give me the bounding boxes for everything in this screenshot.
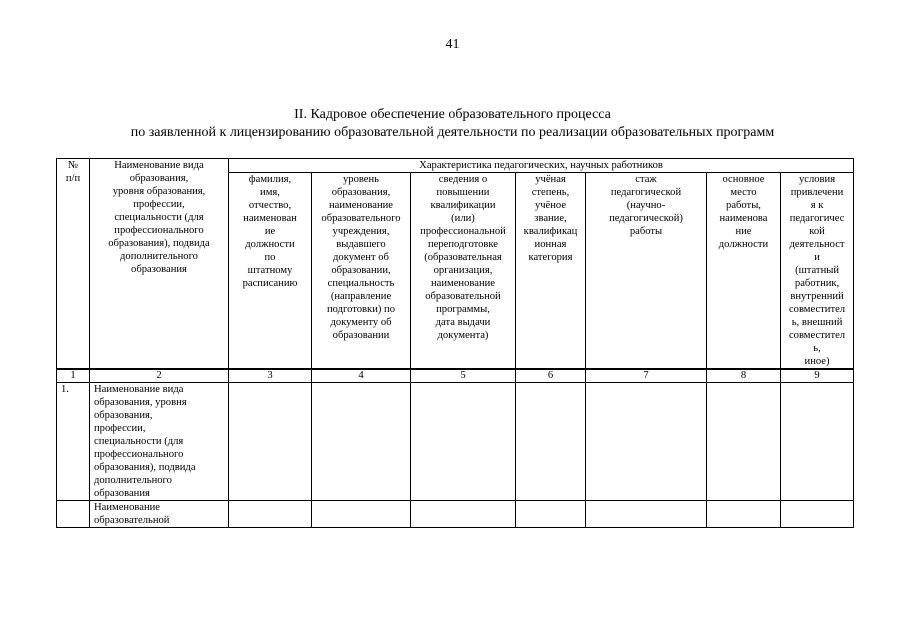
empty-cell [707,383,781,501]
empty-cell [586,501,707,528]
empty-cell [516,383,586,501]
staffing-table [56,158,854,528]
header-education-level: уровень образования, наименование образовательного учреждения, выдавшего документ об образовании, специальность (направление подготовки) по документу об образовании [312,173,411,370]
row-number: 1. [57,383,90,501]
header-employment-conditions: условия привлечени я к педагогичес кой деятельност и (штатный работник, внутренний совместител ь, внешний совместител ь, иное) [781,173,854,370]
empty-cell [781,501,854,528]
section-subtitle: по заявленной к лицензированию образовательной деятельности по реализации образовательных программ [130,125,775,140]
empty-cell [229,501,312,528]
column-number: 4 [312,369,411,383]
section-title: II. Кадровое обеспечение образовательного процесса [294,107,611,122]
column-number: 8 [707,369,781,383]
page-number: 41 [445,37,460,52]
column-number: 6 [516,369,586,383]
empty-cell [516,501,586,528]
header-teaching-experience: стаж педагогической (научно- педагогической) работы [586,173,707,370]
column-number: 9 [781,369,854,383]
column-number: 3 [229,369,312,383]
empty-cell [586,383,707,501]
table-row [57,501,854,528]
empty-cell [312,501,411,528]
empty-cell [411,383,516,501]
header-academic-degree: учёная степень, учёное звание, квалификац ионная категория [516,173,586,370]
empty-cell [781,383,854,501]
row-number [57,501,90,528]
header-no: № п/п [57,159,90,370]
header-program-name: Наименование вида образования, уровня образования, профессии, специальности (для профессионального образования), подвида дополнительного образования [90,159,229,370]
header-full-name: фамилия, имя, отчество, наименован ие должности по штатному расписанию [229,173,312,370]
column-number: 5 [411,369,516,383]
header-staff-characteristics: Характеристика педагогических, научных работников [229,159,854,173]
empty-cell [411,501,516,528]
header-qualification-upgrade: сведения о повышении квалификации (или) профессиональной переподготовке (образовательная организация, наименование образовательной программы, дата выдачи документа) [411,173,516,370]
column-number: 2 [90,369,229,383]
empty-cell [312,383,411,501]
column-number: 7 [586,369,707,383]
row-program-name: Наименование вида образования, уровня образования, профессии, специальности (для профессионального образования), подвида дополнительного образования [90,383,229,501]
header-main-workplace: основное место работы, наименова ние должности [707,173,781,370]
empty-cell [229,383,312,501]
column-number: 1 [57,369,90,383]
empty-cell [707,501,781,528]
table-row [57,383,854,501]
row-program-name: Наименование образовательной [90,501,229,528]
